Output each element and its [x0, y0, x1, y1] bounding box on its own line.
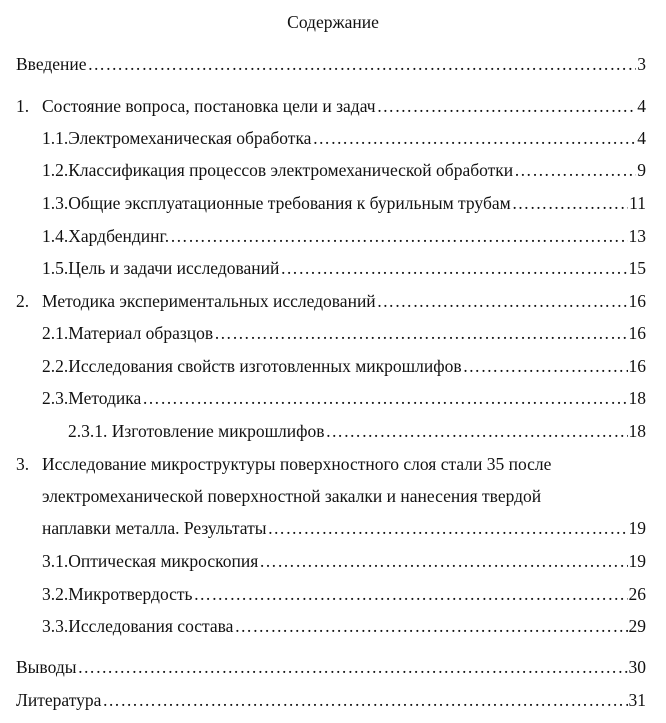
toc-entry-3-3[interactable] [42, 614, 646, 638]
toc-entry-text: Литература [16, 690, 102, 710]
toc-page-number: 29 [628, 616, 646, 636]
toc-page-number: 18 [628, 388, 646, 408]
toc-leader-dots [194, 582, 628, 606]
toc-leader-dots [514, 158, 636, 182]
toc-page-number: 15 [628, 258, 646, 278]
toc-entry-2-3-1[interactable] [68, 419, 646, 443]
toc-entry-text: 1.4.Хардбендинг. [42, 226, 170, 246]
toc-entry-2-2[interactable] [42, 354, 646, 378]
toc-page-number: 19 [628, 551, 646, 571]
chapter-number: 3. [16, 454, 30, 474]
toc-page-number: 4 [637, 96, 646, 116]
toc-leader-dots [170, 224, 627, 248]
toc-entry-conclusions[interactable] [16, 655, 646, 679]
toc-entry-text: Введение [16, 54, 87, 74]
toc-entry-text: 2.1.Материал образцов [42, 323, 214, 343]
toc-leader-dots [259, 549, 627, 573]
toc-entry-chapter-1[interactable] [0, 94, 666, 118]
toc-title: Содержание [287, 12, 379, 32]
toc-page-number: 9 [637, 160, 646, 180]
toc-entry-1-5[interactable] [42, 256, 646, 280]
toc-entry-text: 1.3.Общие эксплуатационные требования к бурильным трубам [42, 193, 511, 213]
toc-entry-text-line-3: наплавки металла. Результаты [42, 518, 267, 538]
toc-leader-dots [88, 52, 637, 76]
toc-entry-text: 3.2.Микротвердость [42, 584, 193, 604]
toc-leader-dots [463, 354, 628, 378]
toc-page-number: 19 [628, 518, 646, 538]
toc-entry-1-1[interactable] [42, 126, 646, 150]
toc-entry-text-line-1: Исследование микроструктуры поверхностного слоя стали 35 после [42, 454, 552, 474]
toc-entry-2-3[interactable] [42, 386, 646, 410]
toc-entry-text: 2.3.Методика [42, 388, 142, 408]
toc-page-number: 30 [628, 657, 646, 677]
toc-entry-text: 1.1.Электромеханическая обработка [42, 128, 312, 148]
toc-page-number: 31 [628, 690, 646, 710]
toc-leader-dots [214, 321, 627, 345]
toc-entry-introduction[interactable] [16, 52, 646, 76]
toc-entry-text: Методика экспериментальных исследований [42, 291, 376, 311]
toc-page-number: 11 [629, 193, 646, 213]
toc-entry-1-4[interactable] [42, 224, 646, 248]
toc-page-number: 26 [628, 584, 646, 604]
toc-page-number: 16 [628, 291, 646, 311]
toc-entry-3-2[interactable] [42, 582, 646, 606]
toc-leader-dots [326, 419, 628, 443]
toc-leader-dots [268, 516, 628, 540]
toc-leader-dots [512, 191, 628, 215]
toc-entry-2-1[interactable] [42, 321, 646, 345]
toc-entry-text: 1.2.Классификация процессов электромеханической обработки [42, 160, 514, 180]
toc-entry-1-2[interactable] [42, 158, 646, 182]
toc-leader-dots [377, 289, 628, 313]
toc-leader-dots [234, 614, 627, 638]
toc-page-number: 18 [628, 421, 646, 441]
toc-entry-text: Состояние вопроса, постановка цели и задач [42, 96, 376, 116]
toc-entry-chapter-2[interactable] [0, 289, 666, 313]
toc-entry-text: 3.1.Оптическая микроскопия [42, 551, 259, 571]
toc-leader-dots [312, 126, 636, 150]
toc-leader-dots [280, 256, 627, 280]
toc-page-number: 13 [628, 226, 646, 246]
toc-entry-literature[interactable] [16, 688, 646, 712]
toc-entry-text: 1.5.Цель и задачи исследований [42, 258, 280, 278]
toc-entry-text: 2.3.1. Изготовление микрошлифов [68, 421, 325, 441]
toc-entry-text: 2.2.Исследования свойств изготовленных микрошлифов [42, 356, 462, 376]
chapter-number: 1. [16, 96, 30, 116]
toc-entry-text: 3.3.Исследования состава [42, 616, 234, 636]
toc-page-number: 3 [637, 54, 646, 74]
toc-entry-1-3[interactable] [42, 191, 646, 215]
toc-leader-dots [102, 688, 627, 712]
chapter-number: 2. [16, 291, 30, 311]
toc-leader-dots [377, 94, 637, 118]
toc-page-number: 16 [628, 323, 646, 343]
toc-page-number: 16 [628, 356, 646, 376]
toc-page-number: 4 [637, 128, 646, 148]
toc-leader-dots [77, 655, 627, 679]
toc-entry-text-line-2: электромеханической поверхностной закалки и нанесения твердой [42, 486, 542, 506]
toc-entry-3-1[interactable] [42, 549, 646, 573]
toc-entry-text: Выводы [16, 657, 77, 677]
toc-leader-dots [142, 386, 627, 410]
